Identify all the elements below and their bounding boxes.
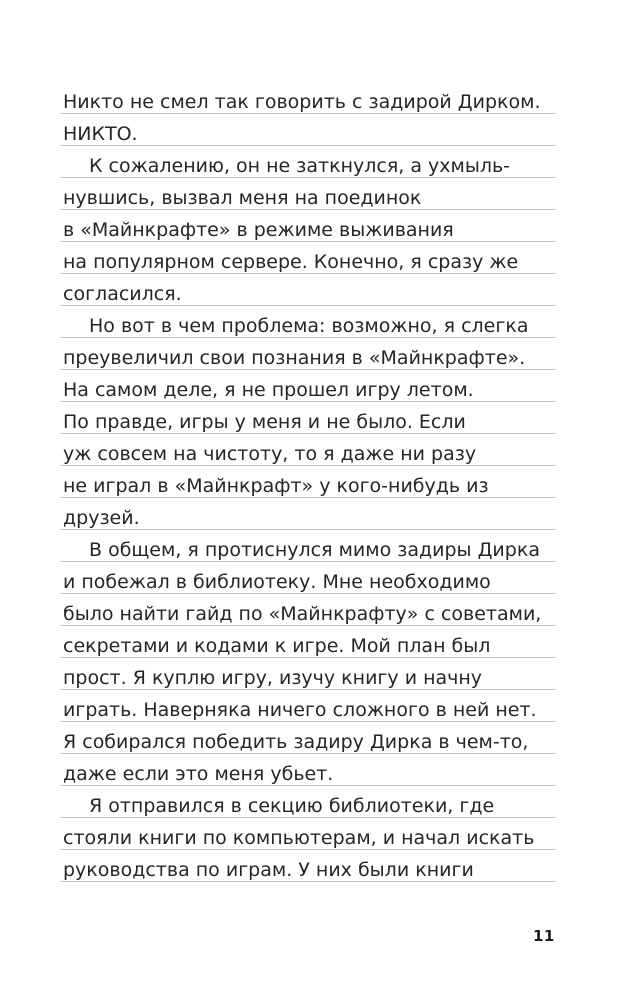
text-line: Никто не смел так говорить с задирой Дирком. (60, 82, 556, 114)
text-line: преувеличил свои познания в «Майнкрафте». (60, 338, 556, 370)
text-line: Я отправился в секцию библиотеки, где (60, 786, 556, 818)
text-line: НИКТО. (60, 114, 556, 146)
text-line: К сожалению, он не заткнулся, а ухмыль- (60, 146, 556, 178)
text-line: руководства по играм. У них были книги (60, 850, 556, 882)
text-line: уж совсем на чистоту, то я даже ни разу (60, 434, 556, 466)
text-line: даже если это меня убьет. (60, 754, 556, 786)
text-line: Я собирался победить задиру Дирка в чем-то, (60, 722, 556, 754)
text-line: стояли книги по компьютерам, и начал искать (60, 818, 556, 850)
text-line: По правде, игры у меня и не было. Если (60, 402, 556, 434)
text-line: В общем, я протиснулся мимо задиры Дирка (60, 530, 556, 562)
text-line: секретами и кодами к игре. Мой план был (60, 626, 556, 658)
text-line: нувшись, вызвал меня на поединок (60, 178, 556, 210)
text-line: в «Майнкрафте» в режиме выживания (60, 210, 556, 242)
text-line: на популярном сервере. Конечно, я сразу же (60, 242, 556, 274)
text-line: не играл в «Майнкрафт» у кого-нибудь из (60, 466, 556, 498)
text-line: и побежал в библиотеку. Мне необходимо (60, 562, 556, 594)
text-line: друзей. (60, 498, 556, 530)
page-number: 11 (533, 927, 555, 945)
text-line: На самом деле, я не прошел игру летом. (60, 370, 556, 402)
text-line: было найти гайд по «Майнкрафту» с советами, (60, 594, 556, 626)
text-line: согласился. (60, 274, 556, 306)
text-line: прост. Я куплю игру, изучу книгу и начну (60, 658, 556, 690)
text-block (60, 82, 556, 882)
text-line: Но вот в чем проблема: возможно, я слегка (60, 306, 556, 338)
text-line: играть. Наверняка ничего сложного в ней нет. (60, 690, 556, 722)
